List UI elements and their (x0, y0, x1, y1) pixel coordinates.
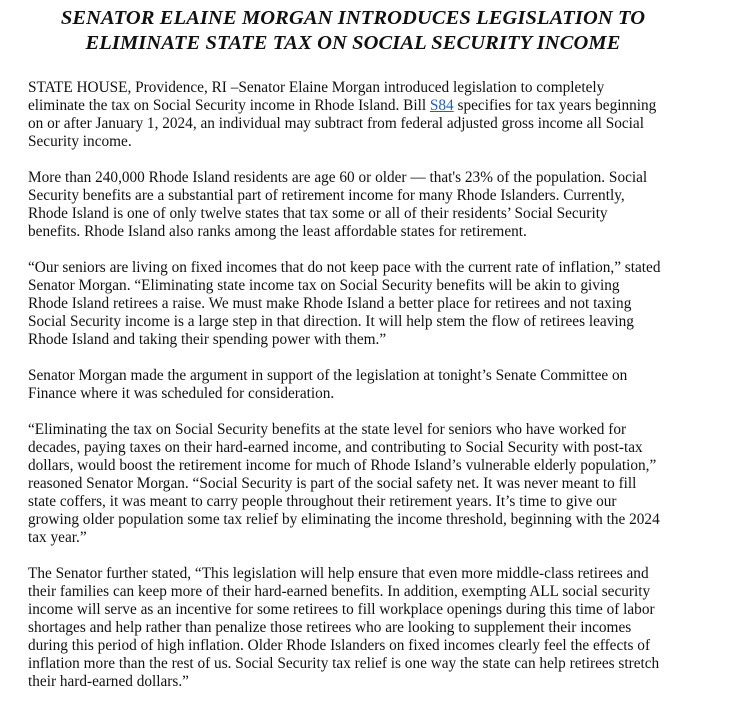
text-line: Senator Morgan. “Eliminating state income tax on Social Security benefits will be akin to giving (28, 277, 620, 294)
text-line: The Senator further stated, “This legislation will help ensure that even more middle-class retirees and (28, 565, 649, 582)
text-line-with-link (28, 97, 728, 115)
headline-line-2: ELIMINATE STATE TAX ON SOCIAL SECURITY INCOME (85, 32, 621, 54)
text-line: More than 240,000 Rhode Island residents are age 60 or older — that's 23% of the population. Social (28, 169, 648, 186)
text-line: their families can keep more of their hard-earned benefits. In addition, exempting ALL social security (28, 583, 651, 600)
paragraph-quote-safety-net (28, 421, 728, 547)
text-line: tax year.” (28, 529, 87, 546)
paragraph-intro (28, 79, 728, 151)
text-line: Rhode Island is one of only twelve states that tax some or all of their residents’ Social Security (28, 205, 608, 222)
text-line: state coffers, it was meant to carry people throughout their retirement years. It’s time to give our (28, 493, 617, 510)
text-line: inflation more than the rest of us. Social Security tax relief is one way the state can help retirees stretch (28, 655, 660, 672)
text-segment: eliminate the tax on Social Security income in Rhode Island. Bill (28, 97, 430, 114)
text-line: Senator Morgan made the argument in support of the legislation at tonight’s Senate Committee on (28, 367, 628, 384)
paragraph-committee (28, 367, 728, 403)
text-line: their hard-earned dollars.” (28, 673, 189, 690)
text-line: Security benefits are a substantial part of retirement income for many Rhode Islanders. Currently, (28, 187, 625, 204)
text-line: Finance where it was scheduled for consideration. (28, 385, 335, 402)
text-line: income will serve as an incentive for some retirees to fill workplace openings during this time of labor (28, 601, 655, 618)
text-line: Security income. (28, 133, 132, 150)
text-line: benefits. Rhode Island also ranks among the least affordable states for retirement. (28, 223, 527, 240)
text-line: shortages and help rather than penalize those retirees who are looking to supplement their incomes (28, 619, 632, 636)
bill-s84-link[interactable]: S84 (429, 97, 454, 114)
text-line: on or after January 1, 2024, an individual may subtract from federal adjusted gross income all Social (28, 115, 644, 132)
text-line: decades, paying taxes on their hard-earned income, and contributing to Social Security with post-tax (28, 439, 643, 456)
text-line: Social Security income is a large step in that direction. It will help stem the flow of retirees leaving (28, 313, 634, 330)
paragraph-quote-middle-class (28, 565, 728, 691)
text-line: during this period of high inflation. Older Rhode Islanders on fixed incomes clearly feel the effects of (28, 637, 651, 654)
paragraph-residents (28, 169, 728, 241)
paragraph-quote-seniors (28, 259, 728, 349)
text-line: “Our seniors are living on fixed incomes that do not keep pace with the current rate of inflation,” stated (28, 259, 661, 276)
text-line: Rhode Island and taking their spending power with them.” (28, 331, 387, 348)
text-line: reasoned Senator Morgan. “Social Security is part of the social safety net. It was never meant to fill (28, 475, 637, 492)
text-line: Rhode Island retirees a raise. We must make Rhode Island a better place for retirees and not taxing (28, 295, 632, 312)
text-line: “Eliminating the tax on Social Security benefits at the state level for seniors who have worked for (28, 421, 627, 438)
headline (20, 6, 686, 56)
text-segment: specifies for tax years beginning (453, 97, 657, 114)
text-line: growing older population some tax relief by eliminating the income threshold, beginning with the 2024 (28, 511, 660, 528)
text-line: STATE HOUSE, Providence, RI –Senator Elaine Morgan introduced legislation to completely (28, 79, 605, 96)
headline-line-1: SENATOR ELAINE MORGAN INTRODUCES LEGISLATION TO (60, 7, 646, 29)
article-body (28, 79, 728, 709)
text-line: dollars, would boost the retirement income for much of Rhode Island’s vulnerable elderly population,” (28, 457, 657, 474)
